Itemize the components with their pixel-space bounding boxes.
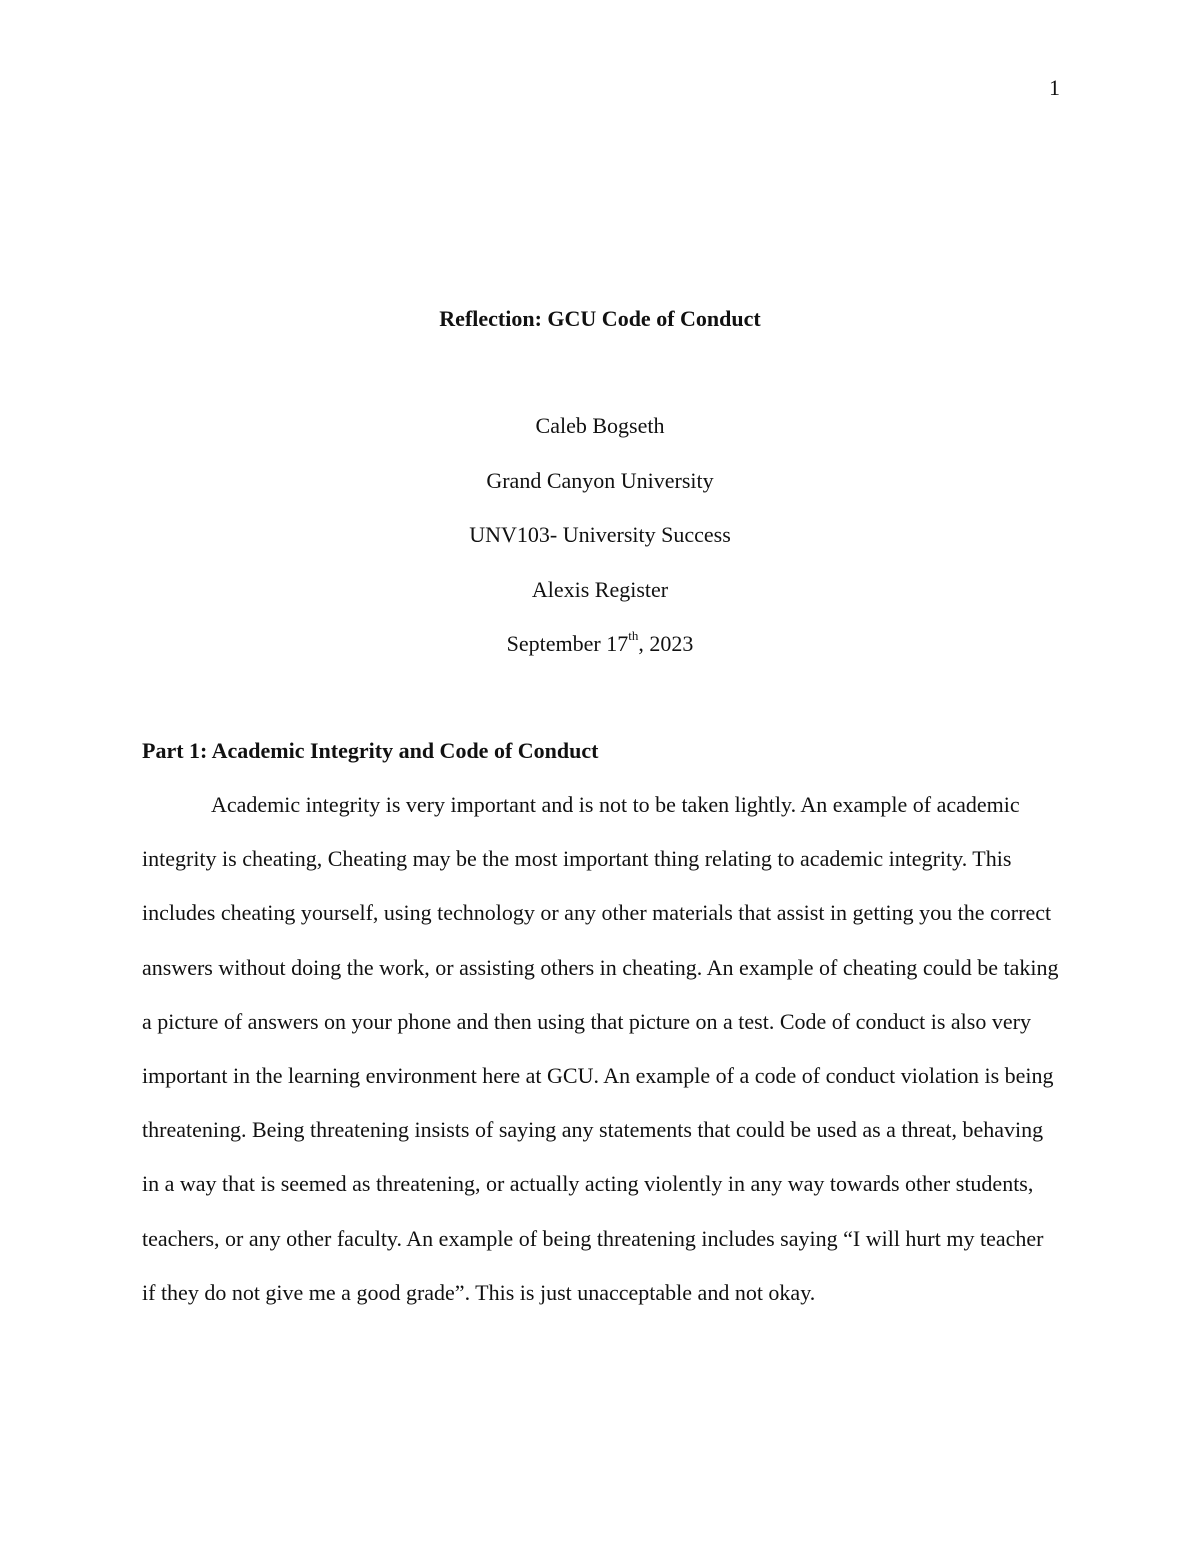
section-heading-part-1: Part 1: Academic Integrity and Code of Conduct bbox=[142, 738, 599, 763]
title-page-info bbox=[0, 411, 1200, 684]
institution-name: Grand Canyon University bbox=[486, 467, 714, 493]
date-suffix: , 2023 bbox=[638, 631, 694, 656]
date-superscript: th bbox=[628, 627, 639, 643]
date-prefix: September 17 bbox=[506, 631, 629, 656]
paper-title: Reflection: GCU Code of Conduct bbox=[439, 306, 761, 331]
instructor-name: Alexis Register bbox=[531, 576, 669, 602]
page-number: 1 bbox=[1049, 75, 1060, 100]
author-name: Caleb Bogseth bbox=[535, 413, 665, 438]
course-name: UNV103- University Success bbox=[469, 522, 731, 547]
submission-date bbox=[0, 629, 1200, 684]
body-paragraph: Academic integrity is very important and is not to be taken lightly. An example of academic integrity is cheating, Cheating may be the most important thing relating to academic integrity. This includes cheating yourself, using technology or any other materials that assist in getting you the correct answers without doing the work, or assisting others in cheating. An example of cheating could be taking a picture of answers on your phone and then using that picture on a test. Code of conduct is also very important in the learning environment here at GCU. An example of a code of conduct violation is being threatening. Being threatening insists of saying any statements that could be used as a threat, behaving in a way that is seemed as threatening, or actually acting violently in any way towards other students, teachers, or any other faculty. An example of being threatening includes saying “I will hurt my teacher if they do not give me a good grade”. This is just unacceptable and not okay. bbox=[142, 792, 1059, 1305]
